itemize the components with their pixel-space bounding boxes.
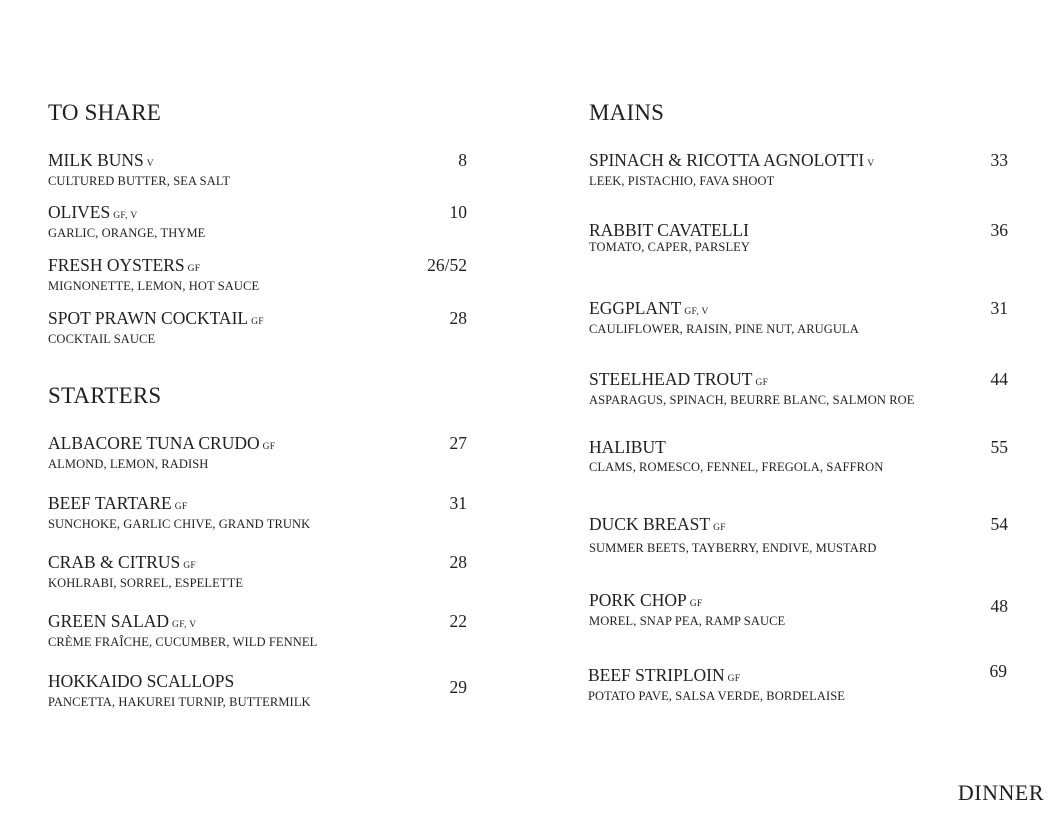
item-price: 31 xyxy=(449,493,467,513)
menu-item xyxy=(589,220,1008,255)
item-price: 31 xyxy=(990,298,1008,318)
item-dietary-tag: GF xyxy=(251,317,264,327)
item-dietary-tag: V xyxy=(867,159,875,169)
item-name: OLIVES xyxy=(48,202,111,222)
menu-item xyxy=(48,552,467,591)
item-name: DUCK BREAST xyxy=(589,514,711,534)
item-dietary-tag: GF xyxy=(713,523,726,533)
item-price: 69 xyxy=(989,661,1007,681)
item-price: 33 xyxy=(990,150,1008,170)
menu-item xyxy=(48,202,467,241)
item-description: PANCETTA, HAKUREI TURNIP, BUTTERMILK xyxy=(48,695,311,709)
item-dietary-tag: GF, V xyxy=(684,307,709,317)
item-dietary-tag: GF, V xyxy=(113,211,138,221)
menu-item xyxy=(48,433,467,472)
item-price: 48 xyxy=(990,596,1008,616)
item-dietary-tag: V xyxy=(146,159,154,169)
item-name: EGGPLANT xyxy=(589,298,682,318)
menu-item xyxy=(48,493,467,532)
item-name: GREEN SALAD xyxy=(48,611,170,631)
menu-item xyxy=(589,437,1008,475)
item-description: COCKTAIL SAUCE xyxy=(48,332,156,346)
item-description: ASPARAGUS, SPINACH, BEURRE BLANC, SALMON ROE xyxy=(589,393,915,407)
item-name: BEEF TARTARE xyxy=(48,493,172,513)
item-name: BEEF STRIPLOIN xyxy=(588,665,725,685)
item-description: MOREL, SNAP PEA, RAMP SAUCE xyxy=(589,614,786,628)
item-price: 28 xyxy=(449,552,467,572)
item-name: HALIBUT xyxy=(589,437,666,457)
item-description: CULTURED BUTTER, SEA SALT xyxy=(48,174,231,188)
item-description: MIGNONETTE, LEMON, HOT SAUCE xyxy=(48,279,260,293)
item-dietary-tag: GF xyxy=(183,561,196,571)
menu-item xyxy=(589,590,1008,629)
item-description: GARLIC, ORANGE, THYME xyxy=(48,226,206,240)
item-dietary-tag: GF, V xyxy=(172,620,197,630)
menu-item xyxy=(588,661,1007,704)
item-description: POTATO PAVE, SALSA VERDE, BORDELAISE xyxy=(588,689,846,703)
section-title-mains: MAINS xyxy=(589,100,665,125)
menu-item xyxy=(589,369,1008,408)
right-column xyxy=(589,0,1008,816)
item-price: 8 xyxy=(458,150,467,170)
menu-item xyxy=(48,671,467,710)
item-price: 26/52 xyxy=(427,255,467,275)
item-name: MILK BUNS xyxy=(48,150,144,170)
menu-item xyxy=(48,308,467,347)
item-name: STEELHEAD TROUT xyxy=(589,369,753,389)
item-name: SPOT PRAWN COCKTAIL xyxy=(48,308,249,328)
item-price: 36 xyxy=(990,220,1008,240)
item-name: CRAB & CITRUS xyxy=(48,552,181,572)
item-dietary-tag: GF xyxy=(689,599,703,609)
menu-item xyxy=(589,298,1008,337)
section-title-starters: STARTERS xyxy=(48,383,162,408)
menu-item xyxy=(48,255,467,294)
item-dietary-tag: GF xyxy=(755,378,769,388)
left-column xyxy=(48,0,467,816)
menu-item xyxy=(48,611,467,650)
item-description: CAULIFLOWER, RAISIN, PINE NUT, ARUGULA xyxy=(589,322,859,336)
menu-footer-label: DINNER xyxy=(957,780,1044,805)
item-name: RABBIT CAVATELLI xyxy=(589,220,749,240)
item-description: ALMOND, LEMON, RADISH xyxy=(48,457,209,471)
item-name: PORK CHOP xyxy=(589,590,687,610)
item-price: 55 xyxy=(990,437,1008,457)
item-description: SUNCHOKE, GARLIC CHIVE, GRAND TRUNK xyxy=(48,517,311,531)
item-dietary-tag: GF xyxy=(187,264,201,274)
item-name: SPINACH & RICOTTA AGNOLOTTI xyxy=(589,150,865,170)
item-dietary-tag: GF xyxy=(174,502,188,512)
item-description: TOMATO, CAPER, PARSLEY xyxy=(589,240,751,254)
menu-item xyxy=(589,514,1008,556)
item-name: ALBACORE TUNA CRUDO xyxy=(48,433,260,453)
item-description: SUMMER BEETS, TAYBERRY, ENDIVE, MUSTARD xyxy=(589,541,877,555)
item-price: 44 xyxy=(990,369,1008,389)
item-price: 54 xyxy=(990,514,1008,534)
item-name: HOKKAIDO SCALLOPS xyxy=(48,671,235,691)
item-dietary-tag: GF xyxy=(727,674,741,684)
item-price: 28 xyxy=(449,308,467,328)
item-description: CRÈME FRAÎCHE, CUCUMBER, WILD FENNEL xyxy=(48,635,318,649)
menu-item xyxy=(48,150,467,189)
item-price: 27 xyxy=(449,433,467,453)
item-description: LEEK, PISTACHIO, FAVA SHOOT xyxy=(589,174,775,188)
section-title-to-share: TO SHARE xyxy=(48,100,161,125)
item-description: KOHLRABI, SORREL, ESPELETTE xyxy=(48,576,244,590)
item-description: CLAMS, ROMESCO, FENNEL, FREGOLA, SAFFRON xyxy=(589,460,884,474)
menu-item xyxy=(589,150,1008,189)
item-price: 29 xyxy=(449,677,467,697)
item-price: 22 xyxy=(449,611,467,631)
item-price: 10 xyxy=(449,202,467,222)
item-dietary-tag: GF xyxy=(262,442,276,452)
item-name: FRESH OYSTERS xyxy=(48,255,185,275)
